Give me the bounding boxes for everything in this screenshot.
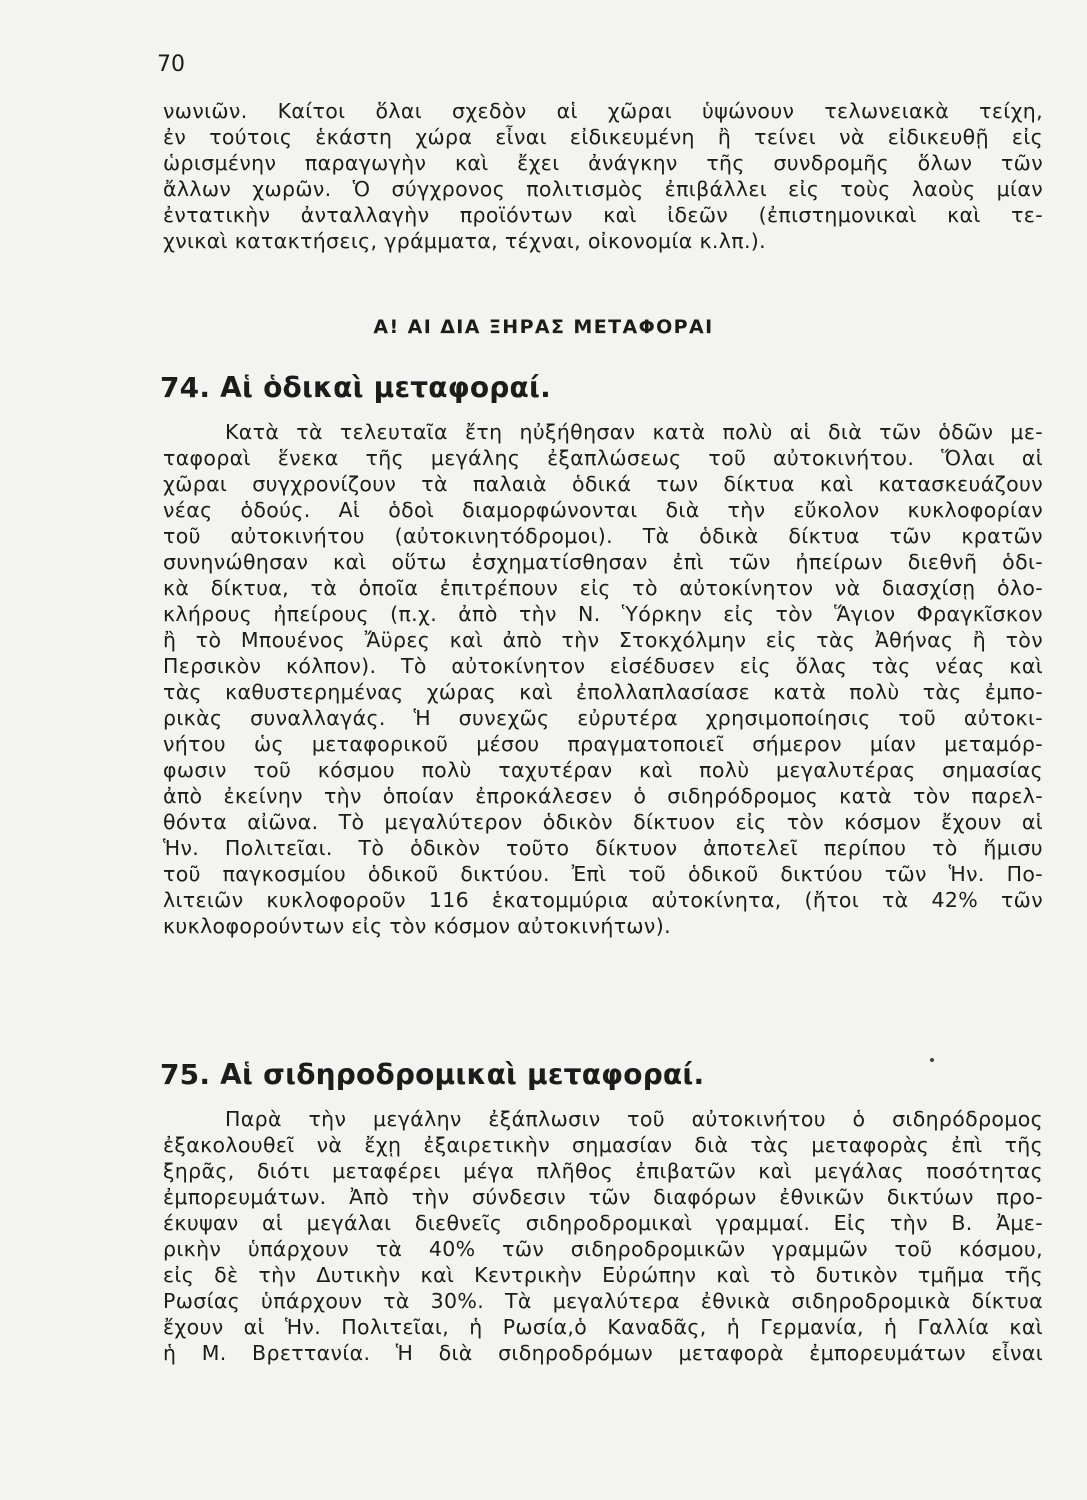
- text-line: ἢ τὸ Μπουένος Ἄϋρες καὶ ἀπὸ τὴν Στοκχόλμην εἰς τὰς Ἀθήνας ἢ τὸν: [163, 628, 1043, 652]
- text-line: ἐντατικὴν ἀνταλλαγὴν προϊόντων καὶ ἰδεῶν (ἐπιστημονικαὶ καὶ τε-: [163, 203, 1043, 227]
- text-line: ρικὰς συναλλαγάς. Ἡ συνεχῶς εὐρυτέρα χρησιμοποίησις τοῦ αὐτοκι-: [163, 706, 1043, 730]
- text-line: τοῦ παγκοσμίου ὁδικοῦ δικτύου. Ἐπὶ τοῦ ὁδικοῦ δικτύου τῶν Ἡν. Πο-: [163, 862, 1043, 886]
- chapter-75-title: 75. Αἱ σιδηροδρομικαὶ μεταφοραί.: [160, 1058, 705, 1091]
- text-line: τοῦ αὐτοκινήτου (αὐτοκινητόδρομοι). Τὰ ὁδικὰ δίκτυα τῶν κρατῶν: [163, 524, 1043, 548]
- text-line: τὰς καθυστερημένας χώρας καὶ ἐπολλαπλασίασε κατὰ πολὺ τὰς ἐμπο-: [163, 680, 1043, 704]
- text-line: ἡ Μ. Βρεττανία. Ἡ διὰ σιδηροδρόμων μεταφορὰ ἐμπορευμάτων εἶναι: [163, 1341, 1043, 1365]
- text-line: ἐξακολουθεῖ νὰ ἔχῃ ἐξαιρετικὴν σημασίαν διὰ τὰς μεταφορὰς ἐπὶ τῆς: [163, 1133, 1043, 1157]
- text-line: θόντα αἰῶνα. Τὸ μεγαλύτερον ὁδικὸν δίκτυον εἰς τὸν κόσμον ἔχουν αἱ: [163, 810, 1043, 834]
- print-speck: [930, 1058, 934, 1062]
- text-line: χῶραι συγχρονίζουν τὰ παλαιὰ ὁδικά των δίκτυα καὶ κατασκευάζουν: [163, 472, 1043, 496]
- text-line: ὡρισμένην παραγωγὴν καὶ ἔχει ἀνάγκην τῆς συνδρομῆς ὅλων τῶν: [163, 151, 1043, 175]
- text-line: ρικὴν ὑπάρχουν τὰ 40% τῶν σιδηροδρομικῶν γραμμῶν τοῦ κόσμου,: [163, 1237, 1043, 1261]
- page-number: 70: [157, 52, 185, 77]
- text-line: Παρὰ τὴν μεγάλην ἐξάπλωσιν τοῦ αὐτοκινήτου ὁ σιδηρόδρομος: [225, 1107, 1043, 1131]
- text-line: Ἡν. Πολιτεῖαι. Τὸ ὁδικὸν τοῦτο δίκτυον ἀποτελεῖ περίπου τὸ ἥμισυ: [163, 836, 1043, 860]
- text-line: ἐμπορευμάτων. Ἀπὸ τὴν σύνδεσιν τῶν διαφόρων ἐθνικῶν δικτύων προ-: [163, 1185, 1043, 1209]
- text-line: ἔχουν αἱ Ἡν. Πολιτεῖαι, ἡ Ρωσία,ὁ Καναδᾶς, ἡ Γερμανία, ἡ Γαλλία καὶ: [163, 1315, 1043, 1339]
- text-line: νωνιῶν. Καίτοι ὅλαι σχεδὸν αἱ χῶραι ὑψώνουν τελωνειακὰ τείχη,: [163, 99, 1043, 123]
- text-line: ἀπὸ ἐκείνην τὴν ὁποίαν ἐπροκάλεσεν ὁ σιδηρόδρομος κατὰ τὸν παρελ-: [163, 784, 1043, 808]
- chapter-74-title: 74. Αἱ ὁδικαὶ μεταφοραί.: [160, 371, 551, 404]
- chapter-74-body: [163, 419, 1043, 939]
- text-line: Κατὰ τὰ τελευταῖα ἔτη ηὐξήθησαν κατὰ πολὺ αἱ διὰ τῶν ὁδῶν με-: [225, 420, 1043, 444]
- text-line: νήτου ὡς μεταφορικοῦ μέσου πραγματοποιεῖ σήμερον μίαν μεταμόρ-: [163, 732, 1043, 756]
- text-line: κλήρους ἠπείρους (π.χ. ἀπὸ τὴν Ν. Ὑόρκην εἰς τὸν Ἅγιον Φραγκῖσκον: [163, 602, 1043, 626]
- text-line: φωσιν τοῦ κόσμου πολὺ ταχυτέραν καὶ πολὺ μεγαλυτέρας σημασίας: [163, 758, 1043, 782]
- chapter-75-body: [163, 1106, 1043, 1366]
- text-line: εἰς δὲ τὴν Δυτικὴν καὶ Κεντρικὴν Εὐρώπην καὶ τὸ δυτικὸν τμῆμα τῆς: [163, 1263, 1043, 1287]
- text-line: κυκλοφορούντων εἰς τὸν κόσμον αὐτοκινήτων).: [163, 914, 671, 938]
- intro-paragraph: [163, 98, 1043, 254]
- text-line: ἐν τούτοις ἑκάστη χώρα εἶναι εἰδικευμένη ἢ τείνει νὰ εἰδικευθῇ εἰς: [163, 125, 1043, 149]
- text-line: ἄλλων χωρῶν. Ὁ σύγχρονος πολιτισμὸς ἐπιβάλλει εἰς τοὺς λαοὺς μίαν: [163, 177, 1043, 201]
- text-line: έκυψαν αἱ μεγάλαι διεθνεῖς σιδηροδρομικαὶ γραμμαί. Εἰς τὴν Β. Ἀμε-: [163, 1211, 1043, 1235]
- text-line: Περσικὸν κόλπον). Τὸ αὐτοκίνητον εἰσέδυσεν εἰς ὅλας τὰς νέας καὶ: [163, 654, 1043, 678]
- text-line: χνικαὶ κατακτήσεις, γράμματα, τέχναι, οἰκονομία κ.λπ.).: [163, 229, 767, 253]
- text-line: ταφοραὶ ἕνεκα τῆς μεγάλης ἐξαπλώσεως τοῦ αὐτοκινήτου. Ὅλαι αἱ: [163, 446, 1043, 470]
- text-line: συνηνώθησαν καὶ οὕτω ἐσχηματίσθησαν ἐπὶ τῶν ἠπείρων διεθνῆ ὁδι-: [163, 550, 1043, 574]
- text-line: κὰ δίκτυα, τὰ ὁποῖα ἐπιτρέπουν εἰς τὸ αὐτοκίνητον νὰ διασχίσῃ ὁλο-: [163, 576, 1043, 600]
- text-line: νέας ὁδούς. Αἱ ὁδοὶ διαμορφώνονται διὰ τὴν εὔκολον κυκλοφορίαν: [163, 498, 1043, 522]
- section-heading: Α! ΑΙ ΔΙΑ ΞΗΡΑΣ ΜΕΤΑΦΟΡΑΙ: [373, 316, 714, 338]
- text-line: λιτειῶν κυκλοφοροῦν 116 ἑκατομμύρια αὐτοκίνητα, (ἤτοι τὰ 42% τῶν: [163, 888, 1043, 912]
- text-line: ξηρᾶς, διότι μεταφέρει μέγα πλῆθος ἐπιβατῶν καὶ μεγάλας ποσότητας: [163, 1159, 1043, 1183]
- text-line: Ρωσίας ὑπάρχουν τὰ 30%. Τὰ μεγαλύτερα ἐθνικὰ σιδηροδρομικὰ δίκτυα: [163, 1289, 1043, 1313]
